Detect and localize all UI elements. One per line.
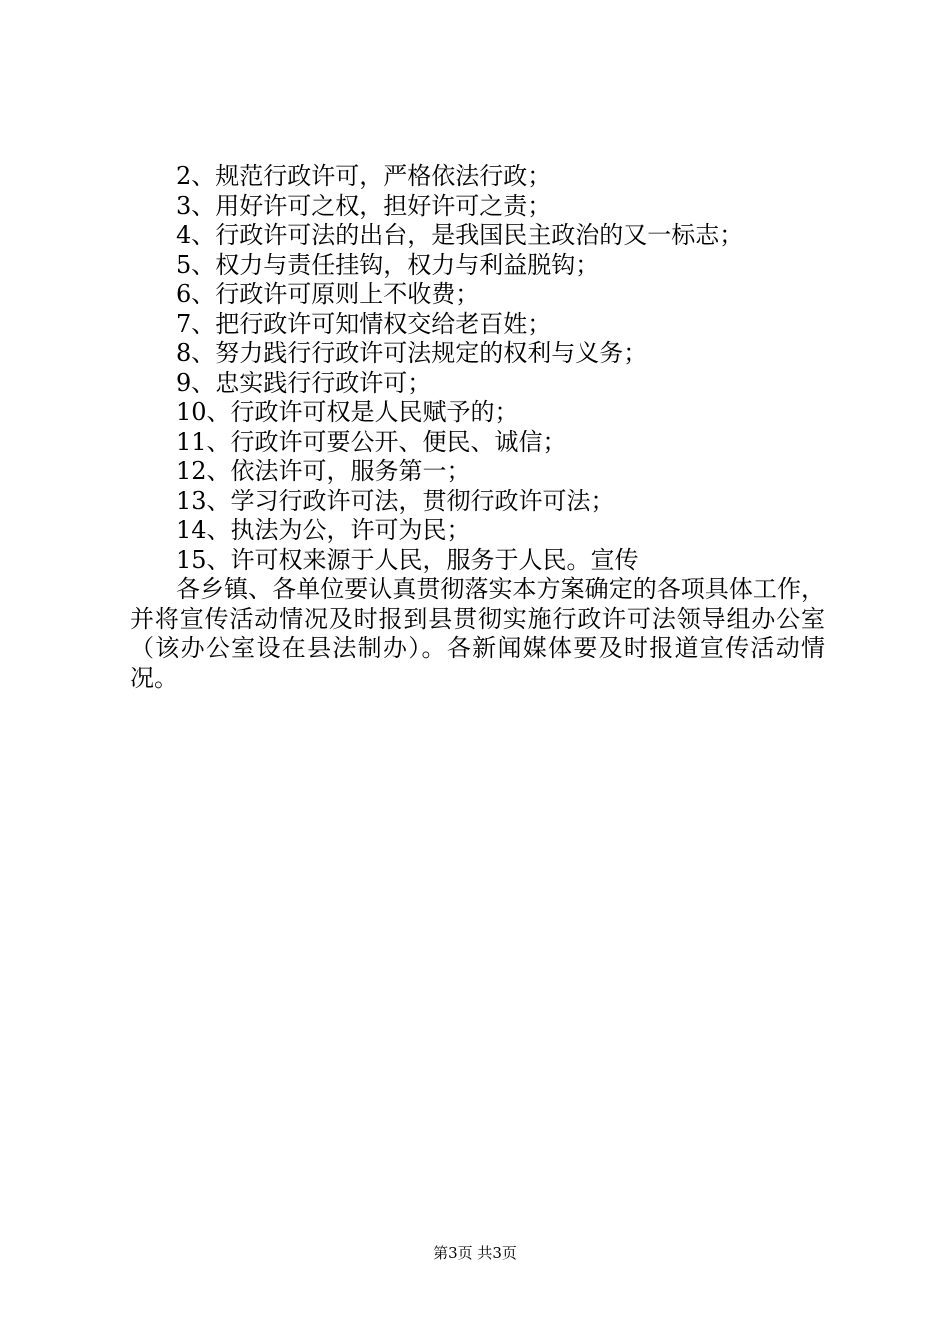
page-footer: 第3页 共3页 — [433, 1244, 517, 1262]
list-item: 12、依法许可，服务第一； — [176, 457, 471, 485]
list-item: 4、行政许可法的出台，是我国民主政治的又一标志； — [176, 221, 744, 249]
list-item: 15、许可权来源于人民，服务于人民。宣传 — [176, 545, 639, 574]
list-item: 9、忠实践行行政许可； — [176, 368, 432, 397]
list-item: 13、学习行政许可法，贯彻行政许可法； — [176, 486, 615, 515]
list-item: 7、把行政许可知情权交给老百姓； — [176, 309, 552, 338]
list-item: 10、行政许可权是人民赋予的； — [176, 398, 519, 426]
list-item: 14、执法为公，许可为民； — [176, 516, 471, 544]
list-item: 8、努力践行行政许可法规定的权利与义务； — [176, 339, 648, 367]
list-item: 6、行政许可原则上不收费； — [176, 280, 480, 308]
list-item: 2、规范行政许可，严格依法行政； — [176, 162, 552, 190]
list-item: 5、权力与责任挂钩，权力与利益脱钩； — [176, 250, 600, 279]
body-paragraph: 各乡镇、各单位要认真贯彻落实本方案确定的各项具体工作，并将宣传活动情况及时报到县贯彻实施行政许可法领导组办公室（该办公室设在县法制办）。各新闻媒体要及时报道宣传活动情况。 — [130, 575, 825, 692]
document-body — [130, 162, 825, 693]
list-item: 3、用好许可之权，担好许可之责； — [176, 191, 552, 220]
list-item: 11、行政许可要公开、便民、诚信； — [176, 427, 567, 456]
